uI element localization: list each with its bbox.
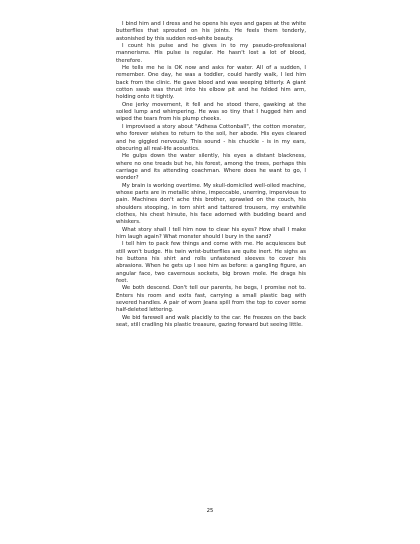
paragraph-1: I bind him and I dress and he opens his eyes and gapes at the white butterflies that sprouted on his joints. He feels them tenderly, astonished by this sudden red-white beauty. <box>116 21 306 42</box>
paragraph-6: He gulps down the water silently, his eyes a distant blackness, where no one treads but he, his forest, among the trees, perhaps this carriage and its attending coachman. Where does he want to go, I wonder? <box>116 153 306 182</box>
page-number: 25 <box>206 508 214 514</box>
paragraph-5: I improvised a story about "Adhesa Cottonball", the cotton monster, who forever wishes to return to the soil, her abode. His eyes cleared and he giggled nervously. This sound - his chuckle - is in my ears, obscuring all real-life acoustics. <box>116 123 306 152</box>
paragraph-9: I tell him to pack few things and come with me. He acquiesces but still won't budge. His twin wrist-butterflies are quite inert. He sighs as he buttons his shirt and rolls unfastened sleeves to cover his abrasions. When he gets up I see him as before: a gangling figure, an angular face, two cavernous sockets, big brown mole. He drags his feet. <box>116 241 306 285</box>
paragraph-11: We bid farewell and walk placidly to the car. He freezes on the back seat, still cradling his plastic treasure, gazing forward but seeing little. <box>116 314 306 329</box>
paragraph-7: My brain is working overtime. My skull-domiciled well-oiled machine, whose parts are in metallic shine, impeccable, unerring, impervious to pain. Machines don't ache this brother, sprawled on the couch, his shoulders stooping, in torn shirt and tattered trousers, my erstwhile clothes, his chest hirsute, his face adorned with budding beard and whiskers. <box>116 182 306 226</box>
paragraph-4: One jerky movement, it fell and he stood there, gawking at the soiled lump and whimpering. He was so tiny that I hugged him and wiped the tears from his plump cheeks. <box>116 101 306 123</box>
paragraph-8: What story shall I tell him now to clear his eyes? How shall I make him laugh again? What monster should I bury in the sand? <box>116 226 306 240</box>
paragraph-3: He tells me he is OK now and asks for water. All of a sudden, I remember. One day, he was a toddler, could hardly walk, I led him back from the clinic. He gave blood and was weeping bitterly. A giant cotton swab was thrust into his elbow pit and he folded him arm, holding onto it tightly. <box>116 65 306 101</box>
paragraph-10: We both descend. Don't tell our parents, he begs, I promise not to. Enters his room and exits fast, carrying a small plastic bag with severed handles. A pair of worn Jeans spill from the top to cover some half-deleted lettering. <box>116 285 306 314</box>
paragraph-2: I count his pulse and he gives in to my pseudo-professional mannerisms. His pulse is regular. He hasn't lost a lot of blood, therefore. <box>116 43 306 64</box>
body-text <box>116 21 306 329</box>
